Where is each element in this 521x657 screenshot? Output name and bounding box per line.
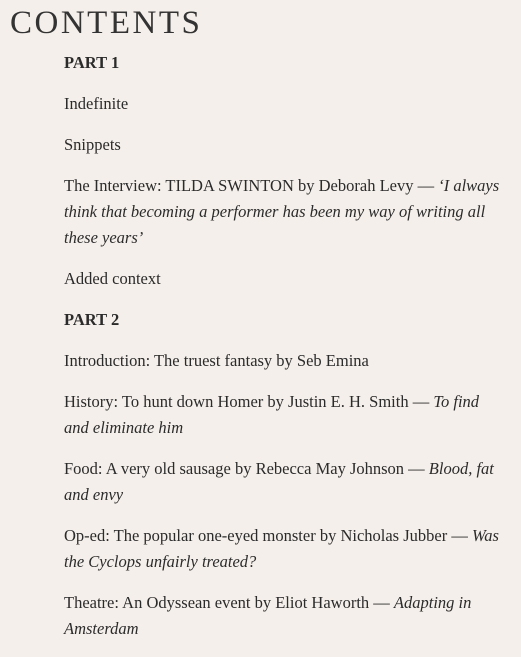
entry-subtitle: Was the Cyclops unfairly treated? bbox=[64, 526, 499, 571]
entry-title: Food: A very old sausage by Rebecca May Johnson bbox=[64, 459, 405, 478]
toc-entry-added-context[interactable] bbox=[64, 266, 504, 292]
entry-separator: — bbox=[373, 593, 390, 612]
entry-separator: — bbox=[408, 459, 425, 478]
toc-entry-snippets[interactable] bbox=[64, 132, 504, 158]
entry-title: History: To hunt down Homer by Justin E. H. Smith bbox=[64, 392, 409, 411]
entry-subtitle: Adapting in Amsterdam bbox=[64, 593, 472, 638]
toc-entry-food[interactable] bbox=[64, 456, 504, 508]
entry-subtitle: ‘I always think that becoming a performer has been my way of writing all these years’ bbox=[64, 176, 500, 247]
table-of-contents bbox=[64, 50, 504, 657]
part-1-heading: PART 1 bbox=[64, 53, 120, 72]
entry-separator: — bbox=[412, 392, 430, 411]
entry-separator: — bbox=[417, 176, 435, 195]
part-2-heading: PART 2 bbox=[64, 310, 120, 329]
entry-subtitle: Blood, fat and envy bbox=[64, 459, 494, 504]
entry-title: Added context bbox=[64, 269, 161, 288]
entry-subtitle: To find and eliminate him bbox=[64, 392, 480, 437]
toc-entry-interview[interactable] bbox=[64, 173, 504, 251]
entry-title: Op-ed: The popular one-eyed monster by Nicholas Jubber bbox=[64, 526, 448, 545]
toc-entry-introduction[interactable] bbox=[64, 348, 504, 374]
page-title: CONTENTS bbox=[10, 5, 203, 41]
toc-entry-theatre[interactable] bbox=[64, 590, 504, 642]
entry-title: Snippets bbox=[64, 135, 121, 154]
toc-entry-history[interactable] bbox=[64, 389, 504, 441]
entry-title: Introduction: The truest fantasy by Seb Emina bbox=[64, 351, 369, 370]
entry-title: Indefinite bbox=[64, 94, 129, 113]
toc-entry-indefinite[interactable] bbox=[64, 91, 504, 117]
entry-separator: — bbox=[451, 526, 468, 545]
entry-title: The Interview: TILDA SWINTON by Deborah Levy bbox=[64, 176, 414, 195]
entry-title: Theatre: An Odyssean event by Eliot Haworth bbox=[64, 593, 370, 612]
toc-entry-op-ed[interactable] bbox=[64, 523, 504, 575]
